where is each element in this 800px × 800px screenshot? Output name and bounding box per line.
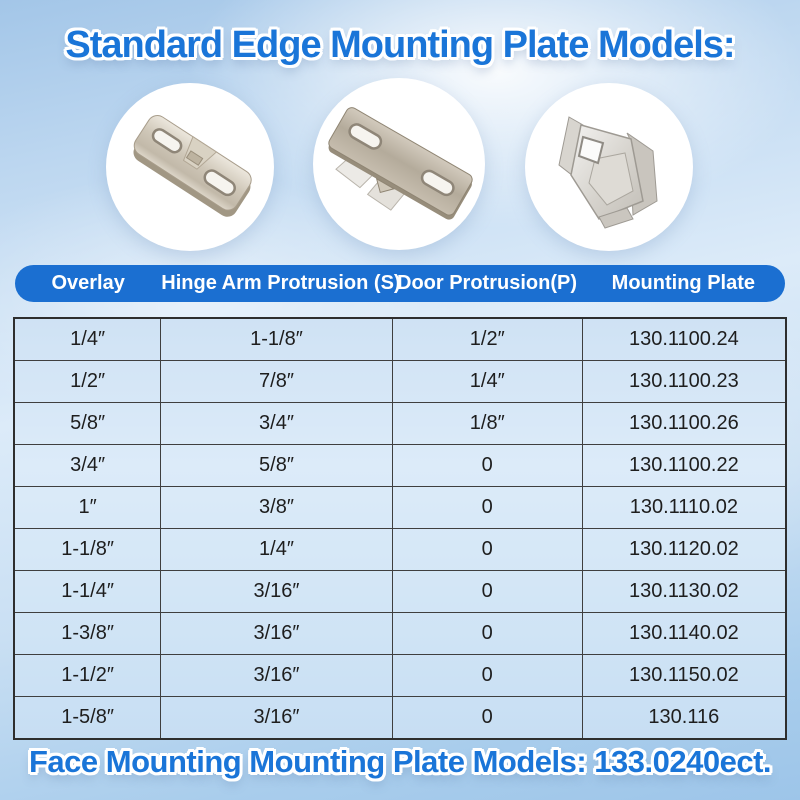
table-cell: 3/4″ bbox=[161, 403, 393, 445]
table-cell: 130.1100.24 bbox=[582, 318, 786, 361]
flat-edge-mounting-plate-image bbox=[106, 83, 274, 251]
table-cell: 130.1100.23 bbox=[582, 361, 786, 403]
table-row bbox=[14, 697, 786, 740]
table-cell: 1-1/2″ bbox=[14, 655, 161, 697]
table-cell: 0 bbox=[392, 697, 582, 740]
table-row bbox=[14, 571, 786, 613]
table-row bbox=[14, 655, 786, 697]
table-cell: 0 bbox=[392, 571, 582, 613]
table-cell: 3/16″ bbox=[161, 571, 393, 613]
mounting-plate-spec-table bbox=[13, 317, 787, 740]
table-row bbox=[14, 613, 786, 655]
table-cell: 3/4″ bbox=[14, 445, 161, 487]
table-body bbox=[14, 318, 786, 739]
table-cell: 130.1100.22 bbox=[582, 445, 786, 487]
angled-edge-mounting-plate-image bbox=[525, 83, 693, 251]
table-cell: 130.1140.02 bbox=[582, 613, 786, 655]
table-cell: 1/4″ bbox=[14, 318, 161, 361]
table-cell: 0 bbox=[392, 613, 582, 655]
table-cell: 3/16″ bbox=[161, 697, 393, 740]
table-row bbox=[14, 529, 786, 571]
table-row bbox=[14, 445, 786, 487]
table-cell: 1-1/4″ bbox=[14, 571, 161, 613]
product-photo-circle-3 bbox=[525, 83, 693, 251]
table-cell: 5/8″ bbox=[161, 445, 393, 487]
table-cell: 1/8″ bbox=[392, 403, 582, 445]
table-cell: 1/2″ bbox=[392, 318, 582, 361]
table-cell: 3/16″ bbox=[161, 613, 393, 655]
table-row bbox=[14, 361, 786, 403]
table-row bbox=[14, 487, 786, 529]
page-title: Standard Edge Mounting Plate Models: bbox=[65, 24, 735, 66]
product-photo-circle-1 bbox=[106, 83, 274, 251]
table-cell: 3/16″ bbox=[161, 655, 393, 697]
table-cell: 1/2″ bbox=[14, 361, 161, 403]
table-cell: 1/4″ bbox=[161, 529, 393, 571]
table-cell: 130.1110.02 bbox=[582, 487, 786, 529]
table-cell: 130.1100.26 bbox=[582, 403, 786, 445]
table-cell: 130.116 bbox=[582, 697, 786, 740]
table-cell: 1/4″ bbox=[392, 361, 582, 403]
table-cell: 0 bbox=[392, 487, 582, 529]
table-row bbox=[14, 403, 786, 445]
table-cell: 1″ bbox=[14, 487, 161, 529]
column-header-overlay: Overlay bbox=[51, 272, 125, 294]
table-cell: 130.1150.02 bbox=[582, 655, 786, 697]
table-cell: 7/8″ bbox=[161, 361, 393, 403]
table-cell: 1-1/8″ bbox=[161, 318, 393, 361]
table-cell: 1-1/8″ bbox=[14, 529, 161, 571]
table-header-bar bbox=[15, 265, 785, 302]
table-cell: 5/8″ bbox=[14, 403, 161, 445]
footer-title: Face Mounting Mounting Plate Models: 133.0240ect. bbox=[28, 744, 772, 779]
table-cell: 1-3/8″ bbox=[14, 613, 161, 655]
table-cell: 0 bbox=[392, 445, 582, 487]
table-cell: 0 bbox=[392, 529, 582, 571]
table-cell: 3/8″ bbox=[161, 487, 393, 529]
column-header-mounting-plate: Mounting Plate bbox=[611, 272, 755, 294]
table-row bbox=[14, 318, 786, 361]
product-photo-circle-2 bbox=[313, 78, 485, 250]
winged-edge-mounting-plate-image bbox=[313, 78, 485, 250]
column-header-door-protrusion: Door Protrusion(P) bbox=[397, 272, 577, 294]
table-cell: 130.1120.02 bbox=[582, 529, 786, 571]
table-cell: 1-5/8″ bbox=[14, 697, 161, 740]
table-cell: 0 bbox=[392, 655, 582, 697]
column-header-hinge-protrusion: Hinge Arm Protrusion (S) bbox=[161, 272, 401, 294]
table-cell: 130.1130.02 bbox=[582, 571, 786, 613]
